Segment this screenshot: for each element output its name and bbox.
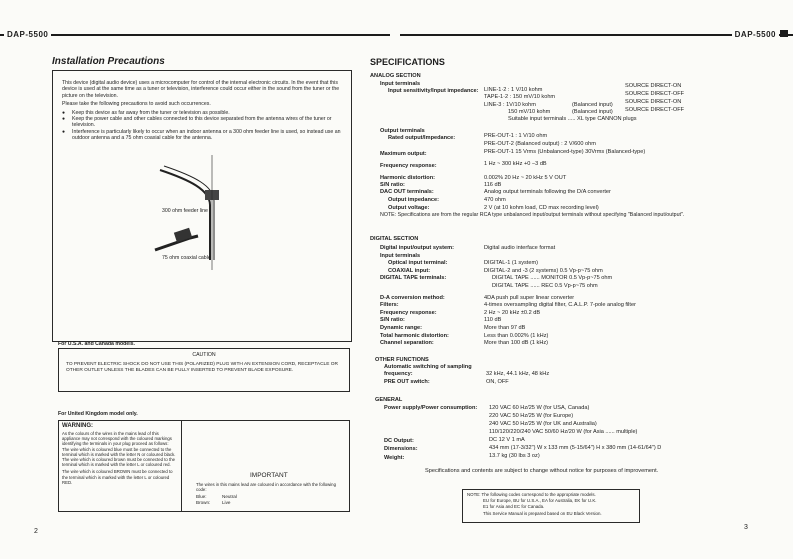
spec-label: Input terminals [380, 252, 421, 259]
model-label-right: DAP-5500 [732, 30, 779, 39]
specifications-title: SPECIFICATIONS [370, 57, 445, 67]
note-line: NOTE: The following codes correspond to the appropriate models. [467, 492, 596, 497]
general-heading: GENERAL [375, 397, 403, 403]
usa-heading: For U.S.A. and Canada models. [58, 341, 135, 347]
spec-value: DIGITAL-1 (1 system) [484, 260, 538, 267]
power-supply-label: Power supply/Power consumption: [384, 405, 478, 411]
spec-label: DAC OUT terminals: [380, 189, 434, 195]
spec-value: 2 Hz ~ 20 kHz ±0.2 dB [484, 309, 541, 316]
analog-heading: ANALOG SECTION [370, 73, 421, 79]
header-rule-left [0, 34, 390, 36]
spec-label: Digital input/output system: [380, 245, 454, 251]
brown-label: Brown: [196, 499, 211, 505]
warning-text-2: The wire which is coloured blue must be connected to the terminal which is marked with the letter N or coloured black. The wire which is coloured brown must be connected to the terminal which is marked with the letter L or coloured red. [62, 446, 176, 468]
digital-heading: DIGITAL SECTION [370, 236, 419, 242]
spec-value: 0.002% 20 Hz ~ 20 kHz 5 V OUT [484, 175, 567, 181]
spec-value: 4-times oversampling digital filter, C.A.L.P. 7-pole analog filter [484, 302, 636, 309]
intro-paragraph-2: Please take the following precautions to avoid such occurrences. [62, 101, 211, 108]
input-balanced-note: (Balanced input) [572, 109, 613, 115]
coax-label: 75 ohm coaxial cable [162, 255, 211, 261]
spec-label: Channel separation: [380, 340, 434, 347]
spec-label: DIGITAL TAPE terminals: [380, 275, 447, 282]
spec-value: DIGITAL-2 and -3 (2 systems) 0.5 Vp-p~75 ohm [484, 267, 603, 274]
maximum-output-label: Maximum output: [380, 151, 427, 157]
spec-label: Automatic switching of sampling frequency: [384, 364, 472, 377]
spec-label: Frequency response: [380, 309, 437, 316]
spec-value: 116 dB [484, 182, 502, 188]
model-label-left: DAP-5500 [4, 30, 51, 39]
spec-label: Output impedance: [388, 197, 439, 203]
spec-label: Harmonic distortion: [380, 175, 436, 181]
spec-value: Analog output terminals following the D/A converter [484, 189, 611, 195]
change-notice: Specifications and contents are subject to change without notice for purposes of improvement. [425, 468, 659, 474]
warning-text-3: The wire which is coloured BROWN must be connected to the terminal which is marked with the letter L or coloured RED. [62, 469, 173, 485]
spec-value: 4DA push pull super linear converter [484, 294, 575, 301]
installation-title: Installation Precautions [52, 56, 165, 67]
warning-divider [181, 420, 182, 511]
caution-text: TO PREVENT ELECTRIC SHOCK DO NOT USE THIS (POLARIZED) PLUG WITH AN EXTENSION CORD, RECEPTACLE OR OTHER OUTLET UNLESS THE BLADES CAN BE FULLY INSERTED TO PREVENT BLADE EXPOSURE. [66, 362, 338, 373]
warning-text: As the colours of the wires in the mains lead of this appliance may not correspond with the coloured markings identifying the terminals in your plug proceed as follows: [62, 431, 172, 447]
spec-value: ON, OFF [486, 379, 509, 385]
spec-label: Output voltage: [388, 205, 430, 211]
spec-label: COAXIAL input: [388, 267, 431, 274]
caution-title: CAUTION [192, 352, 216, 358]
input-row: 150 mV/10 kohm [508, 109, 551, 115]
spec-label: D-A conversion method: [380, 294, 445, 301]
spec-value: 13.7 kg (30 lbs 3 oz) [489, 453, 540, 459]
page-number-left: 2 [34, 528, 38, 535]
power-value: 220 VAC 50 Hz/25 W (for Europe) [489, 413, 574, 419]
blue-value: Neutral [222, 494, 237, 499]
spec-value: 434 mm (17-3/32") W x 133 mm (5-15/64") H x 380 mm (14-61/64") D [489, 445, 662, 451]
spec-label: Weight: [384, 455, 405, 461]
analog-note: NOTE: Specifications are from the regular RCA type unbalanced input/output terminals without specifying "Balanced input/output". [380, 212, 685, 218]
spec-value: DIGITAL TAPE ...... REC 0.5 Vp-p~75 ohm [492, 283, 598, 289]
spec-label: Dimensions: [384, 446, 418, 452]
source-direct-label: SOURCE DIRECT-OFF [625, 91, 685, 97]
feeder-label: 300 ohm feeder line [162, 208, 208, 214]
suitable-input-terminals: Suitable input terminals ..... XL type CANNON plugs [508, 116, 637, 122]
important-title: IMPORTANT [250, 472, 288, 479]
intro-paragraph: This device (digital audio device) uses a microcomputer for control of the internal electronic circuits. In the event that this device is used at the same time as a tuner or television, interference could occur either in the sound from the tuner or the picture on the television. [62, 80, 340, 99]
spec-label: PRE OUT switch: [384, 379, 430, 385]
input-row: TAPE-1·2 : 150 mV/10 kohm [484, 94, 556, 100]
installation-text [62, 80, 344, 142]
source-direct-label: SOURCE DIRECT-ON [625, 83, 682, 89]
bullet-item: ● Interference is particularly likely to occur when an indoor antenna or a 300 ohm feeder line is used, so instead use an outdoor antenna and a 75 ohm coaxial cable for the antenna. [62, 129, 344, 142]
rated-output-label: Rated output/Impedance: [388, 135, 456, 141]
input-row: LINE-3 : 1V/10 kohm [484, 102, 536, 108]
spec-value: DIGITAL TAPE ...... MONITOR 0.5 Vp-p~75 ohm [492, 275, 613, 282]
other-heading: OTHER FUNCTIONS [375, 357, 429, 363]
bullet-item: ● Keep this device as far away from the tuner or television as possible. [62, 110, 344, 116]
note-line: E1 for Asia and EC for Canada. [483, 504, 545, 510]
spec-label: Total harmonic distortion: [380, 332, 449, 339]
power-value: 110/120/220/240 VAC 50/60 Hz/20 W (for Asia ...... multiple) [489, 429, 638, 435]
note-line: This Service Manual is prepared based on EU Black Version. [483, 510, 602, 516]
model-codes-text [467, 492, 602, 517]
frequency-response-label: Frequency response: [380, 163, 437, 169]
spec-value: 32 kHz, 44.1 kHz, 48 kHz [486, 371, 550, 377]
spec-label: Optical input terminal: [388, 260, 448, 267]
brown-value: Live [222, 499, 231, 505]
output-row: PRE-OUT-1 : 1 V/10 ohm [484, 133, 548, 139]
spec-label: Filters: [380, 302, 399, 309]
spec-value: 470 ohm [484, 197, 506, 203]
wire-code-table [196, 494, 237, 505]
input-row: LINE-1·2 : 1 V/10 kohm [484, 87, 543, 93]
spec-label: Dynamic range: [380, 325, 422, 331]
power-value: 240 VAC 50 Hz/25 W (for UK and Australia) [489, 421, 597, 427]
source-direct-label: SOURCE DIRECT-OFF [625, 107, 685, 113]
bullet-item: ● Keep the power cable and other cables connected to this device separated from the antenna wires of the tuner or television. [62, 116, 344, 129]
output-terminals-label: Output terminals [380, 128, 425, 134]
input-terminals-label: Input terminals [380, 81, 421, 87]
uk-heading: For United Kingdom model only. [58, 411, 138, 417]
output-row: PRE-OUT-2 (Balanced output) : 2 V/600 ohm [484, 141, 596, 147]
note-line: EU for Europe, BU for U.S.A., EA for Australia, EK for U.K. [483, 498, 597, 504]
spec-label: DC Output: [384, 438, 414, 444]
important-text: The wires in this mains lead are coloured in accordance with the following code: [196, 482, 336, 493]
warning-title: WARNING: [62, 423, 93, 429]
corner-mark-icon [780, 30, 788, 37]
page-number-right: 3 [744, 524, 748, 531]
spec-label: S/N ratio: [380, 182, 405, 188]
input-sensitivity-label: Input sensitivity/Input impedance: [388, 88, 479, 94]
power-value: 120 VAC 60 Hz/25 W (for USA, Canada) [489, 405, 590, 411]
source-direct-label: SOURCE DIRECT-ON [625, 99, 682, 105]
spec-value: 110 dB [484, 317, 502, 324]
spec-value: Less than 0.002% (1 kHz) [484, 332, 549, 339]
frequency-response-value: 1 Hz ~ 300 kHz +0 −3 dB [484, 161, 547, 167]
input-balanced-note: (Balanced input) [572, 102, 613, 108]
blue-label: Blue: [196, 494, 207, 499]
spec-value: More than 97 dB [484, 325, 526, 331]
spec-value: DC 12 V 1 mA [489, 437, 525, 443]
spec-value: 2 V (at 10 kohm load, CD max recording level) [484, 205, 599, 211]
spec-value: More than 100 dB (1 kHz) [484, 340, 549, 347]
spec-label: S/N ratio: [380, 317, 405, 324]
spec-value: Digital audio interface format [484, 245, 556, 251]
output-row: PRE-OUT-1 15 Vrms (Unbalanced-type) 30Vrms (Balanced-type) [484, 149, 646, 155]
warning-text-block [62, 431, 178, 485]
